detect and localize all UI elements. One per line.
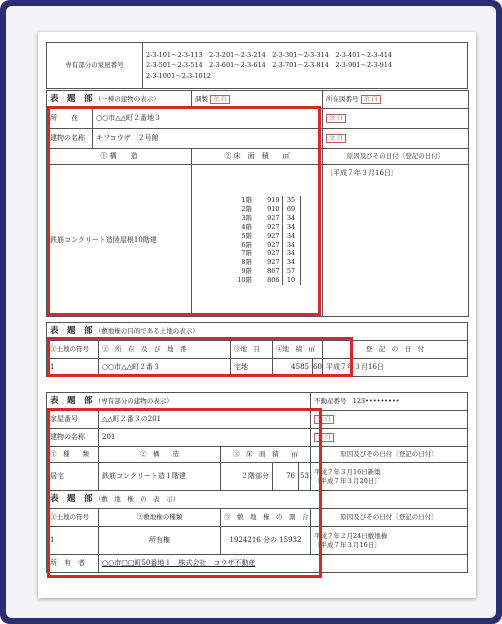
site-table	[46, 322, 468, 377]
floor-area-row	[192, 276, 322, 285]
floor-area-list	[192, 196, 322, 286]
floor-area-row	[192, 267, 322, 276]
unit-title: 表 題 部	[50, 396, 93, 407]
map-cell	[323, 91, 469, 109]
unit-table	[46, 392, 468, 573]
unit-structure-value: 鉄筋コンクリート造１階建	[99, 463, 221, 491]
location-label: 所 在	[47, 109, 93, 129]
unit-numbers-line: 2-3-1001〜2-3-1012	[146, 71, 211, 80]
floor-area-row	[192, 205, 322, 214]
realty-number-cell	[311, 393, 468, 411]
floor-area-decimal: 35	[282, 196, 300, 205]
floor-label: 9階	[241, 267, 252, 276]
floor-area: 927	[267, 213, 280, 222]
floor-spacer	[300, 205, 322, 214]
building-table	[46, 90, 469, 317]
floor-area-decimal: 69	[282, 205, 300, 214]
unit-name-side-cell	[311, 429, 468, 447]
site-right-ratio-header: ③ 敷 地 権 の 割 合	[221, 509, 311, 527]
site-right-cause-header: 原因及びその日付〔登記の日付〕	[311, 509, 468, 527]
site-right-type: 所有権	[99, 527, 221, 555]
floor-spacer	[300, 214, 322, 223]
site-right-ratio: 1924216 分の 15932	[221, 527, 311, 555]
unit-title-cell	[47, 393, 311, 411]
house-no-value: △△町２番３の201	[99, 411, 311, 429]
floor-area-row	[192, 249, 322, 258]
unit-type-value: 居宅	[47, 463, 99, 491]
floor-area-decimal: 34	[282, 241, 300, 250]
site-date-header: 登 記 の 日 付	[323, 341, 468, 359]
location-side-stamp: 余 白	[326, 114, 346, 124]
house-no-side-stamp: 余 白	[314, 415, 334, 425]
owner-label: 所 有 者	[47, 555, 99, 573]
structure-value: 鉄筋コンクリート造陸屋根10階建	[47, 165, 192, 317]
site-title: 表 題 部	[50, 326, 93, 337]
unit-numbers-line: 2-3-101〜2-3-113 2-3-201〜2-3-214 2-3-301〜2-3-314 2-3-401〜2-3-414	[146, 50, 393, 59]
floor-label: 1階	[241, 195, 252, 204]
site-right-type-header: ②敷地権の種類	[99, 509, 221, 527]
floor-area-decimal: 34	[282, 214, 300, 223]
unit-subtitle: （専有部分の建物の表示）	[94, 397, 173, 406]
floor-label: 7階	[241, 249, 252, 258]
floor-label: 2階	[241, 204, 252, 213]
cause-header: 原因及びその日付〔登記の日付〕	[323, 149, 469, 165]
site-date: 平成７年３月16日	[323, 359, 468, 377]
floor-spacer	[300, 232, 322, 241]
floor-area: 927	[267, 258, 280, 267]
floor-area-decimal: 57	[282, 267, 300, 276]
floor-area-decimal: 10	[282, 276, 300, 285]
site-right-title-cell	[47, 491, 468, 509]
unit-structure-header: ② 構 造	[99, 447, 221, 463]
site-no: 1	[47, 359, 99, 377]
building-name-label: 建物の名称	[47, 129, 93, 149]
floor-area-row	[192, 214, 322, 223]
building-subtitle: （一棟の建物の表示）	[94, 95, 160, 104]
floor-area-decimal: 34	[282, 249, 300, 258]
floor-label: 4階	[241, 222, 252, 231]
site-location: ○○市△△町２番３	[99, 359, 231, 377]
floor-spacer	[300, 196, 322, 205]
unit-cause-line: 〔平成７年３月20日〕	[314, 476, 381, 485]
site-category: 宅地	[231, 359, 273, 377]
floor-area: 867	[267, 267, 280, 276]
floor-area: 927	[267, 222, 280, 231]
floor-spacer	[300, 249, 322, 258]
floor-area-row	[192, 258, 322, 267]
unit-name-value: 201	[99, 429, 311, 447]
floor-label: 10階	[237, 276, 252, 285]
building-name-value: キフコウザ ２号館	[93, 129, 323, 149]
floor-area-decimal: 34	[282, 223, 300, 232]
unit-cause-line: 平成７年３月16日新築	[314, 468, 381, 477]
unit-cause-header: 原因及びその日付〔登記の日付〕	[311, 447, 468, 463]
unit-area-floor: ２階部分	[221, 463, 273, 491]
floor-area: 927	[267, 249, 280, 258]
floor-area: 806	[267, 276, 280, 285]
house-no-label: 家屋番号	[47, 411, 99, 429]
floor-label: 3階	[241, 213, 252, 222]
site-right-title: 表 題 部	[50, 494, 93, 505]
floor-spacer	[300, 276, 322, 285]
building-title-cell	[47, 91, 192, 109]
floor-area-row	[192, 232, 322, 241]
floor-area: 927	[267, 231, 280, 240]
site-right-cause-cell	[311, 527, 468, 555]
site-area: 4585	[273, 359, 313, 377]
floor-label: 6階	[241, 240, 252, 249]
cause-value: 〔平成７年３月16日〕	[323, 165, 469, 317]
unit-numbers-label: 専有部分の家屋番号	[47, 43, 143, 89]
floor-spacer	[300, 267, 322, 276]
survey-stamp: 余 白	[210, 95, 230, 105]
site-location-header: ② 所 在 及 び 地 番	[99, 341, 231, 359]
floor-area-row	[192, 241, 322, 250]
floor-area-row	[192, 223, 322, 232]
site-area-decimal: 60	[313, 359, 323, 377]
unit-numbers-table	[46, 42, 468, 89]
location-value: ○○市△△町２番地３	[93, 109, 323, 129]
site-right-subtitle: （敷 地 権 の 表 示）	[94, 495, 180, 504]
site-right-cause-line: 〔平成７年３月16日〕	[314, 540, 381, 549]
site-subtitle: （敷地権の目的である土地の表示）	[94, 327, 199, 336]
site-right-no: 1	[47, 527, 99, 555]
unit-area-value: 76	[273, 463, 299, 491]
unit-name-side-stamp: 余 白	[314, 433, 334, 443]
site-right-no-header: ①土地の符号	[47, 509, 99, 527]
unit-numbers-line: 2-3-501〜2-3-514 2-3-601〜2-3-614 2-3-701〜2-3-814 2-3-901〜2-3-914	[146, 61, 393, 70]
floor-label: 8階	[241, 258, 252, 267]
site-title-cell	[47, 323, 468, 341]
unit-name-label: 建物の名称	[47, 429, 99, 447]
floor-area-row	[192, 196, 322, 205]
realty-number-value: 123•••••••••	[352, 397, 400, 406]
floor-area: 927	[267, 240, 280, 249]
unit-type-header: ① 種 類	[47, 447, 99, 463]
realty-number-label: 不動産番号	[314, 397, 347, 406]
structure-header: ① 構 造	[47, 149, 192, 165]
survey-label: 調製	[195, 94, 208, 103]
unit-area-decimal: 53	[299, 463, 311, 491]
site-right-cause-line: 平成７年２月24日敷地権	[314, 532, 388, 541]
site-area-header: ④地 積 ㎡	[273, 341, 323, 359]
floor-area: 910	[267, 204, 280, 213]
map-stamp: 余 白	[361, 95, 381, 105]
frame-background	[6, 6, 496, 618]
floor-label: 5階	[241, 231, 252, 240]
unit-numbers-list	[143, 43, 468, 89]
site-no-header: ①土地の符号	[47, 341, 99, 359]
floor-area: 919	[267, 195, 280, 204]
survey-cell	[192, 91, 323, 109]
building-title: 表 題 部	[50, 94, 93, 105]
building-name-side-cell	[323, 129, 469, 149]
floor-area-decimal: 34	[282, 258, 300, 267]
floor-spacer	[300, 223, 322, 232]
map-label: 所在図番号	[326, 94, 359, 103]
floor-area-cell	[192, 165, 323, 317]
site-category-header: ③地 目	[231, 341, 273, 359]
location-side-cell	[323, 109, 469, 129]
unit-area-header: ③ 床 面 積 ㎡	[221, 447, 311, 463]
building-name-side-stamp: 余 白	[326, 134, 346, 144]
owner-value: ○○市□□町50番地１ 株式会社 コウザ不動産	[99, 555, 468, 573]
floor-area-decimal: 34	[282, 232, 300, 241]
floor-spacer	[300, 258, 322, 267]
unit-cause-cell	[311, 463, 468, 491]
floor-spacer	[300, 241, 322, 250]
area-header: ② 床 面 積 ㎡	[192, 149, 323, 165]
house-no-side-cell	[311, 411, 468, 429]
registry-sheet	[38, 32, 476, 598]
